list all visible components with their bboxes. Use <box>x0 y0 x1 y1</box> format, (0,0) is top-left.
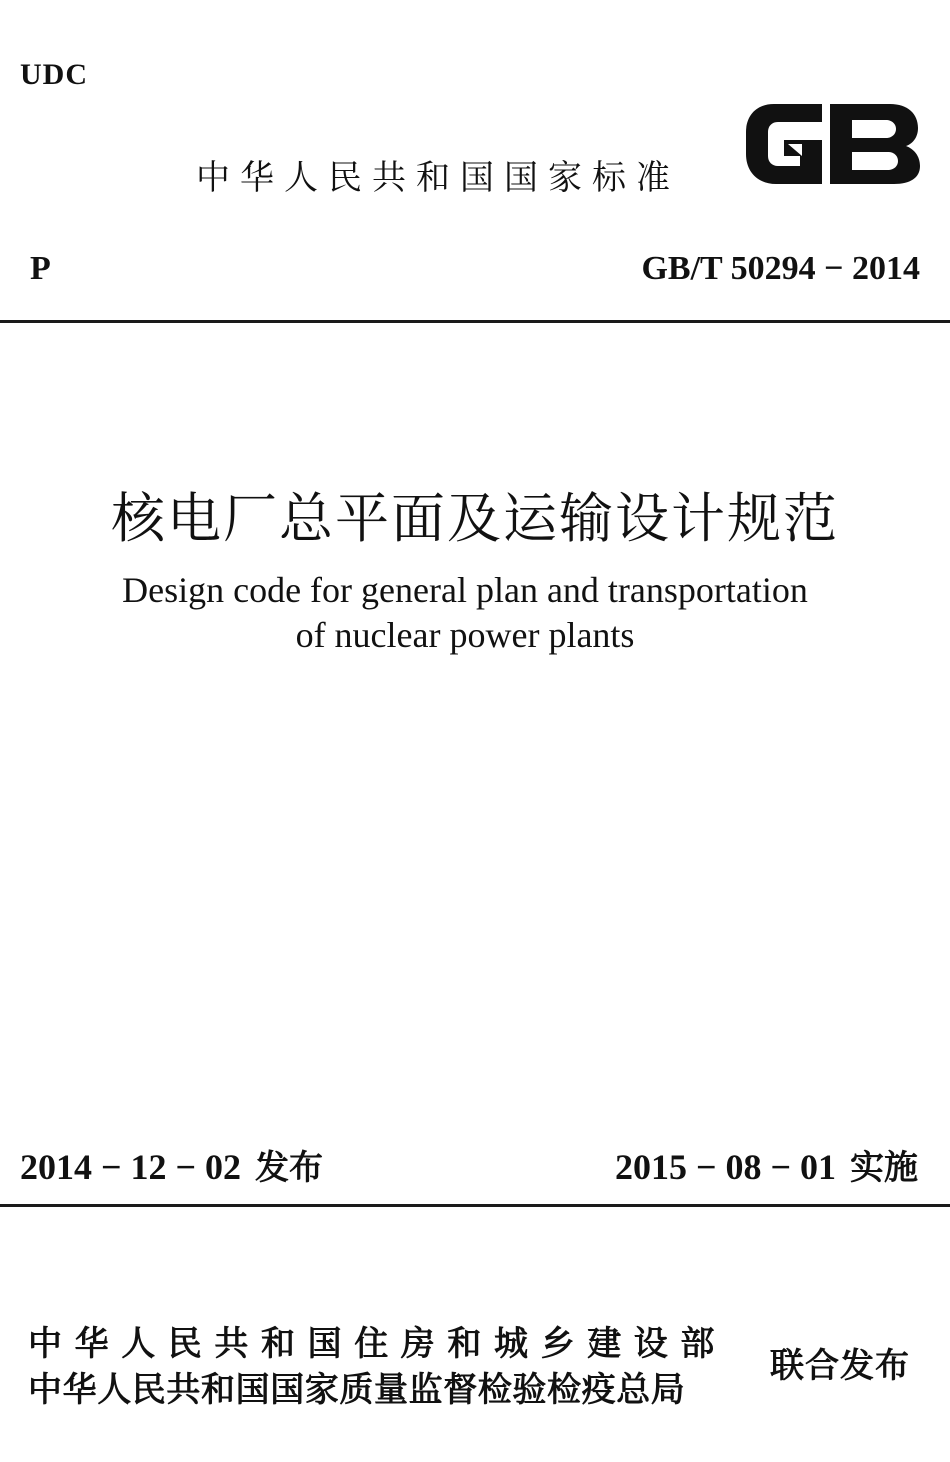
implementation-date-line <box>615 1140 918 1189</box>
gb-logo <box>740 96 922 190</box>
bottom-divider <box>0 1204 950 1207</box>
issue-date-line <box>20 1140 323 1189</box>
title-english-line-1: Design code for general plan and transportation <box>122 570 808 610</box>
issuer-aqsiq: 中华人民共和国国家质量监督检验检疫总局 <box>28 1370 686 1410</box>
standard-number: GB/T 50294 − 2014 <box>641 250 920 287</box>
implementation-label: 实施 <box>850 1148 918 1188</box>
classification-code: P <box>30 250 51 287</box>
title-english <box>0 568 930 658</box>
udc-label: UDC <box>20 58 88 91</box>
issue-label: 发布 <box>255 1148 324 1188</box>
joint-issue-label: 联合发布 <box>770 1346 910 1386</box>
title-english-line-2: of nuclear power plants <box>295 615 635 655</box>
national-standard-heading: 中华人民共和国国家标准 <box>196 158 680 198</box>
implementation-date: 2015 − 08 − 01 <box>614 1147 836 1187</box>
issuer-ministry-housing: 中华人民共和国住房和城乡建设部 <box>28 1324 727 1364</box>
title-chinese: 核电厂总平面及运输设计规范 <box>111 487 839 550</box>
issue-date: 2014 − 12 − 02 <box>20 1147 242 1187</box>
top-divider <box>0 320 950 323</box>
